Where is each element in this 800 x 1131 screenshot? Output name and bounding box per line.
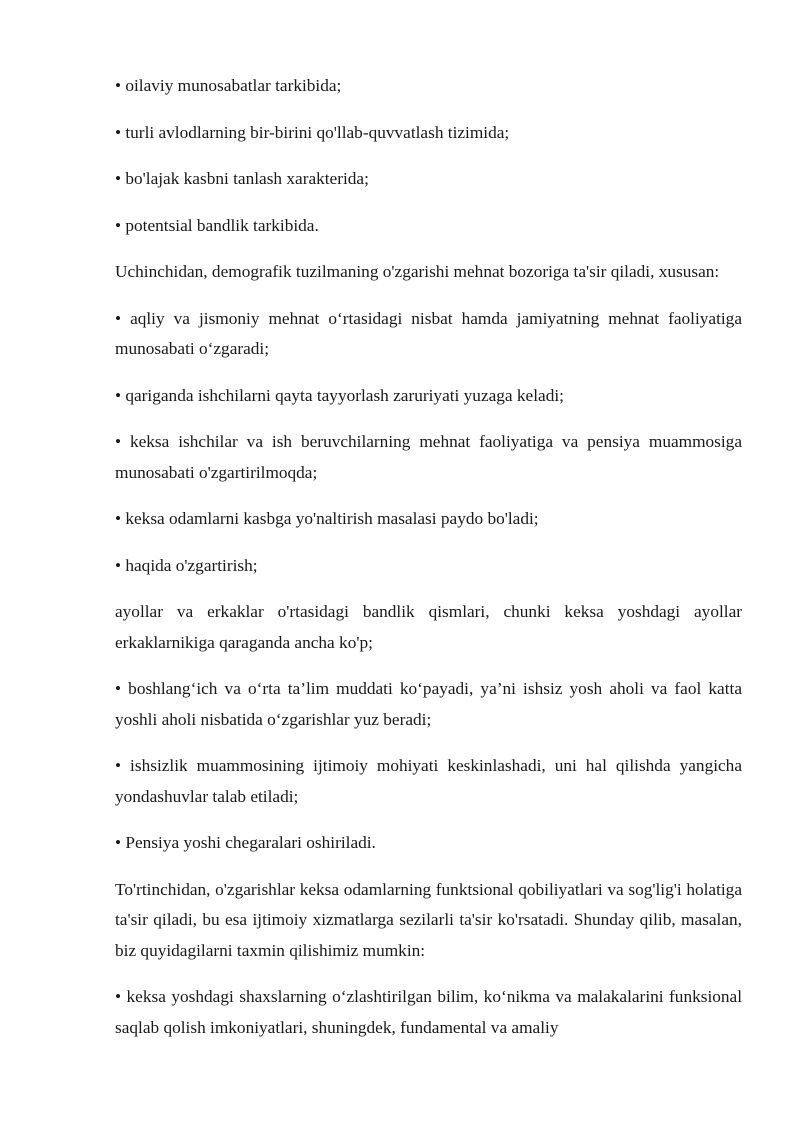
bullet-item: • boshlang‘ich va o‘rta ta’lim muddati ko‘payadi, ya’ni ishsiz yosh aholi va faol katta yoshli aholi nisbatida o‘zgarishlar yuz beradi; bbox=[115, 679, 742, 729]
body-paragraph: Uchinchidan, demografik tuzilmaning o'zgarishi mehnat bozoriga ta'sir qiladi, xususan: bbox=[115, 262, 720, 281]
document-body bbox=[115, 71, 742, 1059]
bullet-item: • keksa ishchilar va ish beruvchilarning mehnat faoliyatiga va pensiya muammosiga munosabati o'zgartirilmoqda; bbox=[115, 432, 742, 482]
bullet-item: • potentsial bandlik tarkibida. bbox=[115, 215, 319, 235]
bullet-item: • bo'lajak kasbni tanlash xarakterida; bbox=[115, 169, 369, 188]
bullet-item: • haqida o'zgartirish; bbox=[115, 555, 258, 575]
bullet-item: • qariganda ishchilarni qayta tayyorlash zaruriyati yuzaga keladi; bbox=[115, 385, 564, 405]
bullet-item: • aqliy va jismoniy mehnat o‘rtasidagi nisbat hamda jamiyatning mehnat faoliyatiga munosabati o‘zgaradi; bbox=[115, 308, 742, 358]
bullet-item: • turli avlodlarning bir-birini qo'llab-quvvatlash tizimida; bbox=[115, 122, 510, 142]
bullet-item: • ishsizlik muammosining ijtimoiy mohiyati keskinlashadi, uni hal qilishda yangicha yondashuvlar talab etiladi; bbox=[115, 756, 742, 806]
bullet-item: • Pensiya yoshi chegaralari oshiriladi. bbox=[115, 833, 376, 852]
body-paragraph: To'rtinchidan, o'zgarishlar keksa odamlarning funktsional qobiliyatlari va sog'lig'i holatiga ta'sir qiladi, bu esa ijtimoiy xizmatlarga sezilarli ta'sir ko'rsatadi. Shunday qilib, masalan, biz quyidagilarni taxmin qilishimiz mumkin: bbox=[115, 879, 742, 960]
bullet-item: • keksa odamlarni kasbga yo'naltirish masalasi paydo bo'ladi; bbox=[115, 509, 539, 528]
bullet-item: • oilaviy munosabatlar tarkibida; bbox=[115, 76, 342, 95]
bullet-item: • keksa yoshdagi shaxslarning o‘zlashtirilgan bilim, ko‘nikma va malakalarini funksional saqlab qolish imkoniyatlari, shuningdek, fundamental va amaliy bbox=[115, 987, 742, 1037]
body-paragraph: ayollar va erkaklar o'rtasidagi bandlik qismlari, chunki keksa yoshdagi ayollar erkaklarnikiga qaraganda ancha ko'p; bbox=[115, 602, 742, 652]
